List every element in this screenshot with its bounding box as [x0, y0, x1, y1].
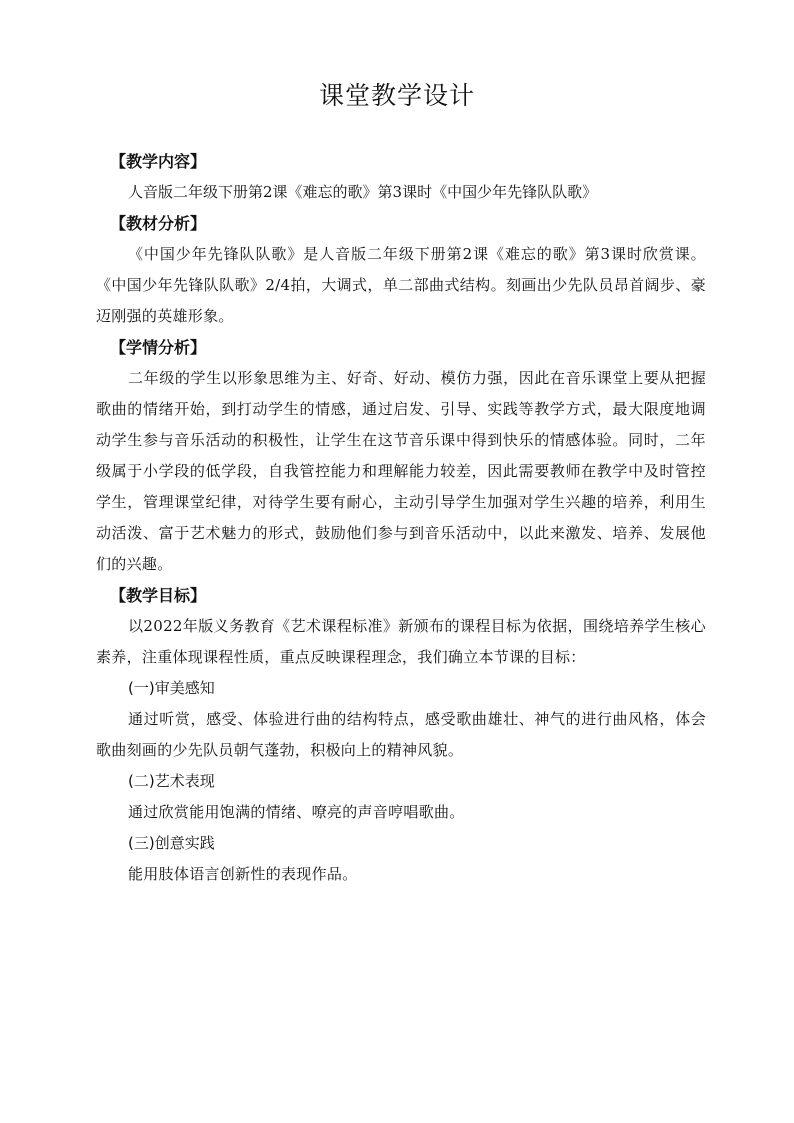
section-heading-students: 【学情分析】: [110, 338, 207, 357]
goal-label-creative: (三)创意实践: [128, 834, 215, 852]
goal-text-performance: 通过欣赏能用饱满的情绪、嘹亮的声音哼唱歌曲。: [128, 803, 465, 821]
goal-text-creative: 能用肢体语言创新性的表现作品。: [128, 865, 358, 883]
section-heading-content: 【教学内容】: [110, 152, 207, 171]
section-text-content: 人音版二年级下册第2课《难忘的歌》第3课时《中国少年先锋队队歌》: [128, 183, 598, 201]
goal-label-performance: (二)艺术表现: [128, 772, 215, 790]
goal-text-aesthetic: 通过听赏，感受、体验进行曲的结构特点，感受歌曲雄壮、神气的进行曲风格，体会歌曲刻画的少先队员朝气蓬勃，积极向上的精神风貌。: [96, 710, 706, 759]
section-text-goals: 以2022年版义务教育《艺术课程标准》新颁布的课程目标为依据，围绕培养学生核心素养，注重体现课程性质，重点反映课程理念，我们确立本节课的目标：: [96, 617, 706, 666]
document-body: [96, 146, 706, 890]
section-heading-goals: 【教学目标】: [110, 586, 207, 605]
section-heading-material: 【教材分析】: [110, 214, 207, 233]
section-text-material: 《中国少年先锋队队歌》是人音版二年级下册第2课《难忘的歌》第3课时欣赏课。《中国少年先锋队队歌》2/4拍，大调式，单二部曲式结构。刻画出少先队员昂首阔步、豪迈刚强的英雄形象。: [96, 245, 706, 325]
page-title: 课堂教学设计: [318, 81, 475, 110]
goal-label-aesthetic: (一)审美感知: [128, 679, 215, 697]
section-text-students: 二年级的学生以形象思维为主、好奇、好动、模仿力强，因此在音乐课堂上要从把握歌曲的情绪开始，到打动学生的情感，通过启发、引导、实践等教学方式，最大限度地调动学生参与音乐活动的积极性，让学生在这节音乐课中得到快乐的情感体验。同时，二年级属于小学段的低学段，自我管控能力和理解能力较差，因此需要教师在教学中及时管控学生，管理课堂纪律，对待学生要有耐心，主动引导学生加强对学生兴趣的培养，利用生动活泼、富于艺术魅力的形式，鼓励他们参与到音乐活动中，以此来激发、培养、发展他们的兴趣。: [96, 369, 706, 573]
